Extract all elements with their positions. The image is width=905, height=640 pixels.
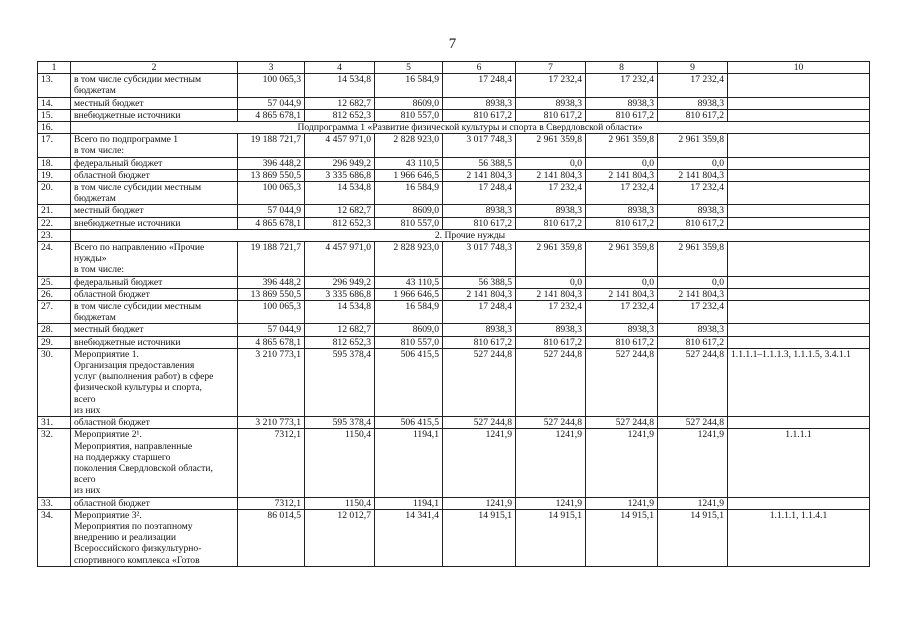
row-label-line: Всероссийского физкультурно- (74, 543, 202, 555)
row-label-cell (71, 157, 238, 169)
value-cell: 506 415,5 (375, 417, 443, 429)
target-reference-cell (728, 97, 870, 109)
value-cell: 12 012,7 (305, 509, 375, 566)
value-cell: 810 617,2 (586, 217, 658, 229)
row-label-cell (71, 242, 238, 277)
row-label-line: Мероприятие 2¹. (74, 429, 142, 441)
row-number-cell: 34. (38, 509, 71, 566)
target-reference-cell (728, 169, 870, 181)
row-number-cell: 20. (38, 182, 71, 205)
value-cell: 527 244,8 (516, 417, 586, 429)
value-cell: 812 652,3 (305, 336, 375, 348)
column-number-cell: 9 (658, 62, 728, 74)
target-reference-cell (728, 324, 870, 336)
value-cell: 812 652,3 (305, 109, 375, 121)
table-row (38, 74, 870, 97)
value-cell: 2 961 359,8 (516, 134, 586, 157)
row-label-line: из них (74, 404, 101, 416)
row-label-line: поколения Свердловской области, (74, 462, 213, 474)
target-reference-cell (728, 74, 870, 97)
value-cell: 100 065,3 (238, 301, 305, 324)
row-label-cell (71, 276, 238, 288)
target-reference-cell (728, 497, 870, 509)
target-reference-cell: 1.1.1.1–1.1.1.3, 1.1.1.5, 3.4.1.1 (728, 348, 870, 416)
row-number-cell: 24. (38, 242, 71, 277)
row-label-cell (71, 169, 238, 181)
value-cell: 2 961 359,8 (658, 134, 728, 157)
value-cell: 296 949,2 (305, 276, 375, 288)
row-label-cell (71, 301, 238, 324)
row-label-line: местный бюджет (74, 324, 144, 336)
value-cell: 8938,3 (658, 97, 728, 109)
row-label-line: бюджетам (74, 312, 116, 324)
row-label-cell (71, 109, 238, 121)
row-label-line: всего (74, 393, 96, 405)
value-cell: 527 244,8 (443, 417, 516, 429)
target-reference-cell (728, 109, 870, 121)
value-cell: 2 828 923,0 (375, 242, 443, 277)
table-row (38, 182, 870, 205)
row-number-cell: 14. (38, 97, 71, 109)
value-cell: 595 378,4 (305, 348, 375, 416)
value-cell: 57 044,9 (238, 205, 305, 217)
column-number-cell: 8 (586, 62, 658, 74)
row-label-line: в том числе субсидии местным (74, 74, 202, 86)
value-cell: 14 534,8 (305, 182, 375, 205)
value-cell: 2 141 804,3 (658, 288, 728, 300)
value-cell: 100 065,3 (238, 74, 305, 97)
row-label-cell (71, 348, 238, 416)
value-cell: 810 557,0 (375, 336, 443, 348)
value-cell: 14 341,4 (375, 509, 443, 566)
value-cell: 100 065,3 (238, 182, 305, 205)
value-cell: 8938,3 (516, 205, 586, 217)
value-cell: 16 584,9 (375, 182, 443, 205)
row-label-cell (71, 497, 238, 509)
value-cell: 2 141 804,3 (586, 169, 658, 181)
row-label-line: областной бюджет (74, 497, 150, 509)
value-cell: 14 915,1 (586, 509, 658, 566)
row-number-cell: 33. (38, 497, 71, 509)
row-label-line: Мероприятия по поэтапному (74, 520, 193, 532)
value-cell: 2 961 359,8 (586, 242, 658, 277)
value-cell: 8938,3 (586, 205, 658, 217)
value-cell: 810 617,2 (586, 109, 658, 121)
table-row (38, 336, 870, 348)
row-label-line: Мероприятия, направленные (74, 440, 193, 452)
value-cell: 810 617,2 (443, 109, 516, 121)
table-row (38, 497, 870, 509)
row-label-line: в том числе: (74, 264, 125, 276)
row-number-cell: 19. (38, 169, 71, 181)
row-label-line: местный бюджет (74, 97, 144, 109)
value-cell: 296 949,2 (305, 157, 375, 169)
row-label-line: всего (74, 474, 96, 486)
row-label-line: нужды» (74, 253, 107, 265)
value-cell: 1241,9 (516, 429, 586, 497)
value-cell: 2 141 804,3 (586, 288, 658, 300)
value-cell: 810 617,2 (443, 336, 516, 348)
value-cell: 7312,1 (238, 497, 305, 509)
value-cell: 2 141 804,3 (516, 169, 586, 181)
value-cell: 17 232,4 (658, 182, 728, 205)
value-cell: 810 617,2 (443, 217, 516, 229)
table-row (38, 229, 870, 241)
value-cell: 8938,3 (443, 324, 516, 336)
value-cell: 1241,9 (658, 497, 728, 509)
column-number-cell: 10 (728, 62, 870, 74)
column-number-cell: 5 (375, 62, 443, 74)
value-cell: 810 557,0 (375, 109, 443, 121)
value-cell: 17 232,4 (516, 301, 586, 324)
page-number: 7 (448, 36, 457, 52)
target-reference-cell (728, 417, 870, 429)
row-label-cell (71, 97, 238, 109)
value-cell: 43 110,5 (375, 157, 443, 169)
value-cell: 810 617,2 (658, 336, 728, 348)
value-cell: 1241,9 (658, 429, 728, 497)
row-label-line: на поддержку старшего (74, 451, 171, 463)
value-cell: 8938,3 (658, 324, 728, 336)
value-cell: 17 248,4 (443, 301, 516, 324)
value-cell: 1241,9 (586, 429, 658, 497)
target-reference-cell (728, 288, 870, 300)
value-cell: 527 244,8 (658, 417, 728, 429)
value-cell: 3 017 748,3 (443, 134, 516, 157)
value-cell: 2 961 359,8 (586, 134, 658, 157)
row-label-line: областной бюджет (74, 417, 150, 429)
value-cell: 2 961 359,8 (658, 242, 728, 277)
value-cell: 1194,1 (375, 429, 443, 497)
value-cell: 2 961 359,8 (516, 242, 586, 277)
value-cell: 4 457 971,0 (305, 134, 375, 157)
row-label-line: областной бюджет (74, 169, 150, 181)
value-cell: 8609,0 (375, 97, 443, 109)
row-label-line: бюджетам (74, 193, 116, 205)
target-reference-cell (728, 134, 870, 157)
value-cell: 1241,9 (443, 497, 516, 509)
section-heading-cell: 2. Прочие нужды (71, 229, 870, 241)
value-cell: 7312,1 (238, 429, 305, 497)
value-cell: 1 966 646,5 (375, 288, 443, 300)
row-label-line: из них (74, 485, 101, 497)
budget-table (37, 61, 870, 567)
table-row (38, 324, 870, 336)
row-label-line: Мероприятие 3². (74, 509, 142, 521)
row-number-cell: 23. (38, 229, 71, 241)
value-cell: 4 457 971,0 (305, 242, 375, 277)
value-cell: 527 244,8 (658, 348, 728, 416)
value-cell: 1241,9 (516, 497, 586, 509)
value-cell: 8938,3 (443, 205, 516, 217)
row-number-cell: 15. (38, 109, 71, 121)
table-row (38, 205, 870, 217)
row-number-cell: 17. (38, 134, 71, 157)
value-cell: 2 141 804,3 (516, 288, 586, 300)
table-row (38, 109, 870, 121)
row-number-cell: 29. (38, 336, 71, 348)
table-row (38, 217, 870, 229)
row-number-cell: 22. (38, 217, 71, 229)
value-cell: 17 232,4 (586, 182, 658, 205)
row-label-cell (71, 288, 238, 300)
value-cell: 43 110,5 (375, 276, 443, 288)
value-cell: 14 915,1 (443, 509, 516, 566)
value-cell: 1150,4 (305, 429, 375, 497)
row-label-line: услуг (выполнения работ) в сфере (74, 371, 214, 383)
column-number-cell: 4 (305, 62, 375, 74)
row-number-cell: 18. (38, 157, 71, 169)
table-row (38, 417, 870, 429)
value-cell: 14 915,1 (658, 509, 728, 566)
value-cell: 810 617,2 (658, 109, 728, 121)
target-reference-cell (728, 205, 870, 217)
value-cell: 4 865 678,1 (238, 336, 305, 348)
value-cell: 8609,0 (375, 205, 443, 217)
value-cell: 1241,9 (586, 497, 658, 509)
row-number-cell: 26. (38, 288, 71, 300)
value-cell: 0,0 (516, 276, 586, 288)
column-number-cell: 1 (38, 62, 71, 74)
table-row (38, 429, 870, 497)
value-cell: 527 244,8 (586, 348, 658, 416)
target-reference-cell (728, 217, 870, 229)
row-label-line: федеральный бюджет (74, 157, 163, 169)
row-number-cell: 32. (38, 429, 71, 497)
value-cell: 810 617,2 (658, 217, 728, 229)
value-cell: 17 232,4 (516, 74, 586, 97)
row-label-line: внебюджетные источники (74, 336, 181, 348)
value-cell: 8938,3 (586, 97, 658, 109)
table-row (38, 348, 870, 416)
value-cell: 17 232,4 (586, 74, 658, 97)
row-label-line: местный бюджет (74, 205, 144, 217)
value-cell: 19 188 721,7 (238, 242, 305, 277)
target-reference-cell (728, 157, 870, 169)
value-cell: 527 244,8 (586, 417, 658, 429)
row-label-line: Всего по подпрограмме 1 (74, 134, 179, 146)
value-cell: 3 210 773,1 (238, 417, 305, 429)
value-cell: 16 584,9 (375, 301, 443, 324)
value-cell: 0,0 (658, 157, 728, 169)
row-label-cell (71, 417, 238, 429)
value-cell: 4 865 678,1 (238, 217, 305, 229)
value-cell: 56 388,5 (443, 276, 516, 288)
value-cell: 17 232,4 (516, 182, 586, 205)
row-number-cell: 30. (38, 348, 71, 416)
row-label-line: областной бюджет (74, 288, 150, 300)
column-number-cell: 7 (516, 62, 586, 74)
value-cell: 2 828 923,0 (375, 134, 443, 157)
row-number-cell: 16. (38, 122, 71, 134)
column-number-cell: 3 (238, 62, 305, 74)
table-row (38, 97, 870, 109)
row-label-line: внебюджетные источники (74, 109, 181, 121)
value-cell: 14 915,1 (516, 509, 586, 566)
value-cell: 8938,3 (658, 205, 728, 217)
table-row (38, 288, 870, 300)
row-label-line: спортивного комплекса «Готов (74, 554, 200, 566)
value-cell: 3 335 686,8 (305, 288, 375, 300)
value-cell: 8938,3 (586, 324, 658, 336)
row-label-cell (71, 74, 238, 97)
value-cell: 1194,1 (375, 497, 443, 509)
table-row (38, 169, 870, 181)
table-row (38, 509, 870, 566)
row-label-cell (71, 134, 238, 157)
value-cell: 12 682,7 (305, 324, 375, 336)
value-cell: 3 017 748,3 (443, 242, 516, 277)
table-row (38, 122, 870, 134)
value-cell: 2 141 804,3 (443, 169, 516, 181)
value-cell: 527 244,8 (443, 348, 516, 416)
target-reference-cell: 1.1.1.1 (728, 429, 870, 497)
column-number-cell: 6 (443, 62, 516, 74)
row-label-line: в том числе: (74, 145, 125, 157)
row-number-cell: 13. (38, 74, 71, 97)
value-cell: 17 232,4 (658, 74, 728, 97)
value-cell: 8938,3 (516, 324, 586, 336)
target-reference-cell: 1.1.1.1, 1.1.4.1 (728, 509, 870, 566)
value-cell: 810 617,2 (516, 217, 586, 229)
value-cell: 13 869 550,5 (238, 169, 305, 181)
table-row (38, 242, 870, 277)
value-cell: 2 141 804,3 (443, 288, 516, 300)
row-label-cell (71, 182, 238, 205)
value-cell: 19 188 721,7 (238, 134, 305, 157)
target-reference-cell (728, 276, 870, 288)
row-label-line: в том числе субсидии местным (74, 182, 202, 194)
row-label-line: физической культуры и спорта, (74, 382, 202, 394)
value-cell: 1150,4 (305, 497, 375, 509)
row-label-line: Всего по направлению «Прочие (74, 242, 205, 254)
value-cell: 3 210 773,1 (238, 348, 305, 416)
value-cell: 12 682,7 (305, 205, 375, 217)
column-number-cell: 2 (71, 62, 238, 74)
target-reference-cell (728, 242, 870, 277)
row-number-cell: 21. (38, 205, 71, 217)
value-cell: 506 415,5 (375, 348, 443, 416)
column-number-row (38, 62, 870, 74)
value-cell: 0,0 (516, 157, 586, 169)
value-cell: 8938,3 (516, 97, 586, 109)
value-cell: 12 682,7 (305, 97, 375, 109)
value-cell: 17 248,4 (443, 182, 516, 205)
row-label-line: внедрению и реализации (74, 532, 176, 544)
row-label-line: федеральный бюджет (74, 276, 163, 288)
row-number-cell: 28. (38, 324, 71, 336)
value-cell: 0,0 (586, 157, 658, 169)
value-cell: 8609,0 (375, 324, 443, 336)
row-label-cell (71, 217, 238, 229)
value-cell: 17 232,4 (586, 301, 658, 324)
value-cell: 2 141 804,3 (658, 169, 728, 181)
row-label-line: внебюджетные источники (74, 217, 181, 229)
table-row (38, 276, 870, 288)
row-label-line: в том числе субсидии местным (74, 301, 202, 313)
value-cell: 810 617,2 (516, 336, 586, 348)
row-label-line: Организация предоставления (74, 360, 195, 372)
value-cell: 56 388,5 (443, 157, 516, 169)
table-row (38, 134, 870, 157)
row-label-cell (71, 509, 238, 566)
value-cell: 810 617,2 (586, 336, 658, 348)
value-cell: 0,0 (658, 276, 728, 288)
value-cell: 527 244,8 (516, 348, 586, 416)
value-cell: 396 448,2 (238, 157, 305, 169)
row-number-cell: 27. (38, 301, 71, 324)
value-cell: 13 869 550,5 (238, 288, 305, 300)
value-cell: 3 335 686,8 (305, 169, 375, 181)
target-reference-cell (728, 301, 870, 324)
value-cell: 396 448,2 (238, 276, 305, 288)
value-cell: 1241,9 (443, 429, 516, 497)
target-reference-cell (728, 182, 870, 205)
value-cell: 14 534,8 (305, 74, 375, 97)
value-cell: 17 248,4 (443, 74, 516, 97)
row-number-cell: 25. (38, 276, 71, 288)
value-cell: 57 044,9 (238, 324, 305, 336)
row-label-cell (71, 429, 238, 497)
value-cell: 812 652,3 (305, 217, 375, 229)
value-cell: 0,0 (586, 276, 658, 288)
row-number-cell: 31. (38, 417, 71, 429)
value-cell: 810 617,2 (516, 109, 586, 121)
table-body (38, 62, 870, 567)
row-label-cell (71, 336, 238, 348)
value-cell: 16 584,9 (375, 74, 443, 97)
row-label-cell (71, 205, 238, 217)
value-cell: 1 966 646,5 (375, 169, 443, 181)
value-cell: 810 557,0 (375, 217, 443, 229)
value-cell: 8938,3 (443, 97, 516, 109)
value-cell: 595 378,4 (305, 417, 375, 429)
target-reference-cell (728, 336, 870, 348)
value-cell: 14 534,8 (305, 301, 375, 324)
section-heading-cell: Подпрограмма 1 «Развитие физической культуры и спорта в Свердловской области» (71, 122, 870, 134)
value-cell: 4 865 678,1 (238, 109, 305, 121)
row-label-cell (71, 324, 238, 336)
row-label-line: Мероприятие 1. (74, 348, 139, 360)
row-label-line: бюджетам (74, 85, 116, 97)
value-cell: 86 014,5 (238, 509, 305, 566)
table-row (38, 157, 870, 169)
value-cell: 57 044,9 (238, 97, 305, 109)
value-cell: 17 232,4 (658, 301, 728, 324)
table-row (38, 301, 870, 324)
